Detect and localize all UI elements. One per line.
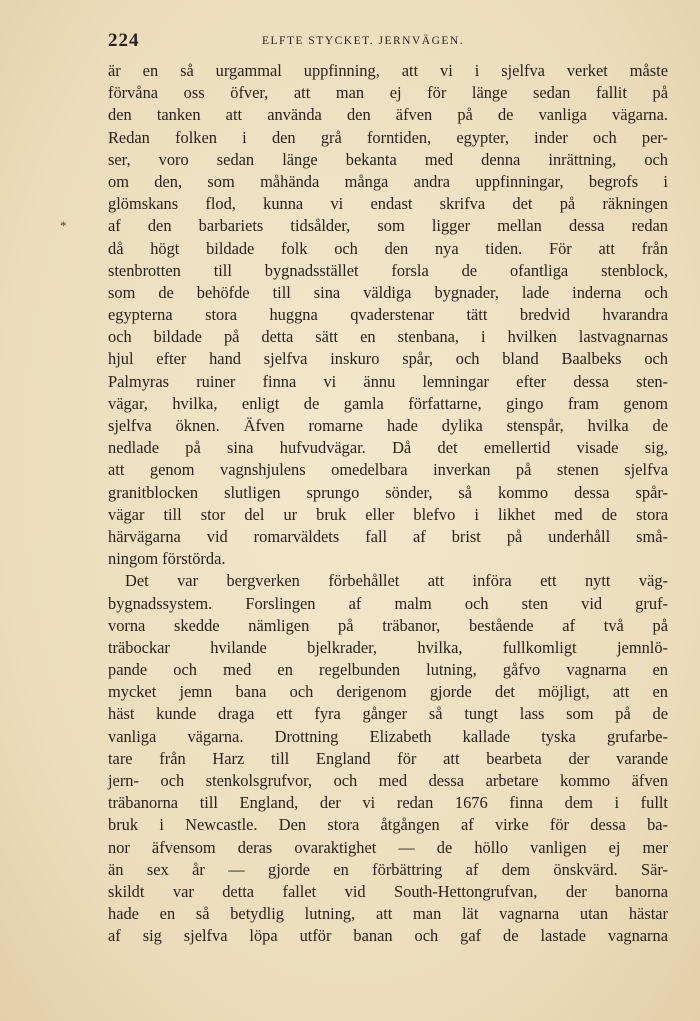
text-line: skildt var detta fallet vid South-Hettongrufvan, der banorna (108, 881, 668, 901)
text-line: om den, som måhända många andra uppfinningar, begrofs i (108, 171, 668, 191)
text-line: mycket jemn bana och derigenom gjorde det möjligt, att en (108, 682, 668, 702)
text-line: bruk i Newcastle. Den stora åtgången af virke för dessa ba- (108, 815, 668, 835)
text-line: att genom vagnshjulens omedelbara inverkan på stenen sjelfva (108, 460, 668, 480)
text-line: då högt bildade folk och den nya tiden. För att från (108, 238, 668, 258)
text-line: den tanken att använda den äfven på de vanliga vägarna. (108, 105, 668, 125)
text-line: egypterna stora huggna qvaderstenar tätt bredvid hvarandra (108, 305, 668, 325)
text-line: hjul efter hand sjelfva inskuro spår, och bland Baalbeks och (108, 349, 668, 369)
page-header (108, 30, 668, 54)
text-line: af sig sjelfva löpa utför banan och gaf de lastade vagnarna (108, 926, 668, 946)
page-number: 224 (108, 30, 140, 51)
text-line: är en så urgammal uppfinning, att vi i sjelfva verket måste (108, 61, 668, 80)
text-line: hade en så betydlig lutning, att man lät vagnarna utan hästar (108, 904, 668, 924)
text-line: vägar, hvilka, enligt de gamla författarne, gingo fram genom (108, 393, 668, 413)
text-line: af den barbariets tidsålder, som ligger mellan dessa redan (108, 216, 668, 236)
text-line: nor äfvensom deras ovaraktighet — de höllo vanligen ej mer (108, 837, 668, 857)
text-line: granitblocken slutligen sprungo sönder, så kommo dessa spår- (108, 482, 668, 502)
text-line: stenbrotten till bygnadsstället forsla de ofantliga stenblock, (108, 260, 668, 280)
text-line: Redan folken i den grå forntiden, egypter, inder och per- (108, 127, 668, 147)
text-line: jern- och stenkolsgrufvor, och med dessa arbetare kommo äfven (108, 771, 668, 790)
text-line: vägar till stor del ur bruk eller blefvo i likhet med de stora (108, 504, 668, 524)
text-line: glömskans flod, kunna vi endast skrifva det på räkningen (108, 194, 668, 214)
text-line: häst kunde draga ett fyra gånger så tungt lass som på de (108, 704, 668, 724)
text-line: och bildade på detta sätt en stenbana, i hvilken lastvagnarnas (108, 327, 668, 347)
text-line: träbanorna till England, der vi redan 1676 finna dem i fullt (108, 793, 668, 813)
paragraph-end-line: ningom förstörda. (108, 549, 226, 569)
running-head: ELFTE STYCKET. JERNVÄGEN. (262, 35, 465, 47)
text-line: träbockar hvilande bjelkrader, hvilka, fullkomligt jemnlö- (108, 637, 668, 657)
body-text (108, 60, 668, 948)
text-line: pande och med en regelbunden lutning, gåfvo vagnarna en (108, 660, 668, 680)
text-line: vorna skedde nämligen på träbanor, bestående af två på (108, 615, 668, 635)
text-line: tare från Harz till England för att bearbeta der varande (108, 748, 668, 768)
text-line: som de behöfde till sina väldiga bygnader, lade inderna och (108, 282, 668, 302)
text-line: ser, voro sedan länge bekanta med denna inrättning, och (108, 149, 668, 169)
text-line: härvägarna vid romarväldets fall af brist på underhåll små- (108, 526, 668, 546)
text-line: förvåna oss öfver, att man ej för länge sedan fallit på (108, 83, 668, 103)
paragraph-start-line: Det var bergverken förbehållet att införa ett nytt väg- (125, 571, 668, 591)
text-line: än sex år — gjorde en förbättring af dem önskvärd. Sär- (108, 859, 668, 879)
text-line: vanliga vägarna. Drottning Elizabeth kallade tyska grufarbe- (108, 726, 668, 746)
text-line: Palmyras ruiner finna vi ännu lemningar efter dessa sten- (108, 371, 668, 391)
margin-mark: * (60, 218, 67, 233)
text-line: sjelfva öknen. Äfven romarne hade dylika stenspår, hvilka de (108, 416, 668, 435)
text-line: nedlade på sina hufvudvägar. Då det emellertid visade sig, (108, 438, 668, 458)
text-line: bygnadssystem. Forslingen af malm och sten vid gruf- (108, 593, 668, 613)
